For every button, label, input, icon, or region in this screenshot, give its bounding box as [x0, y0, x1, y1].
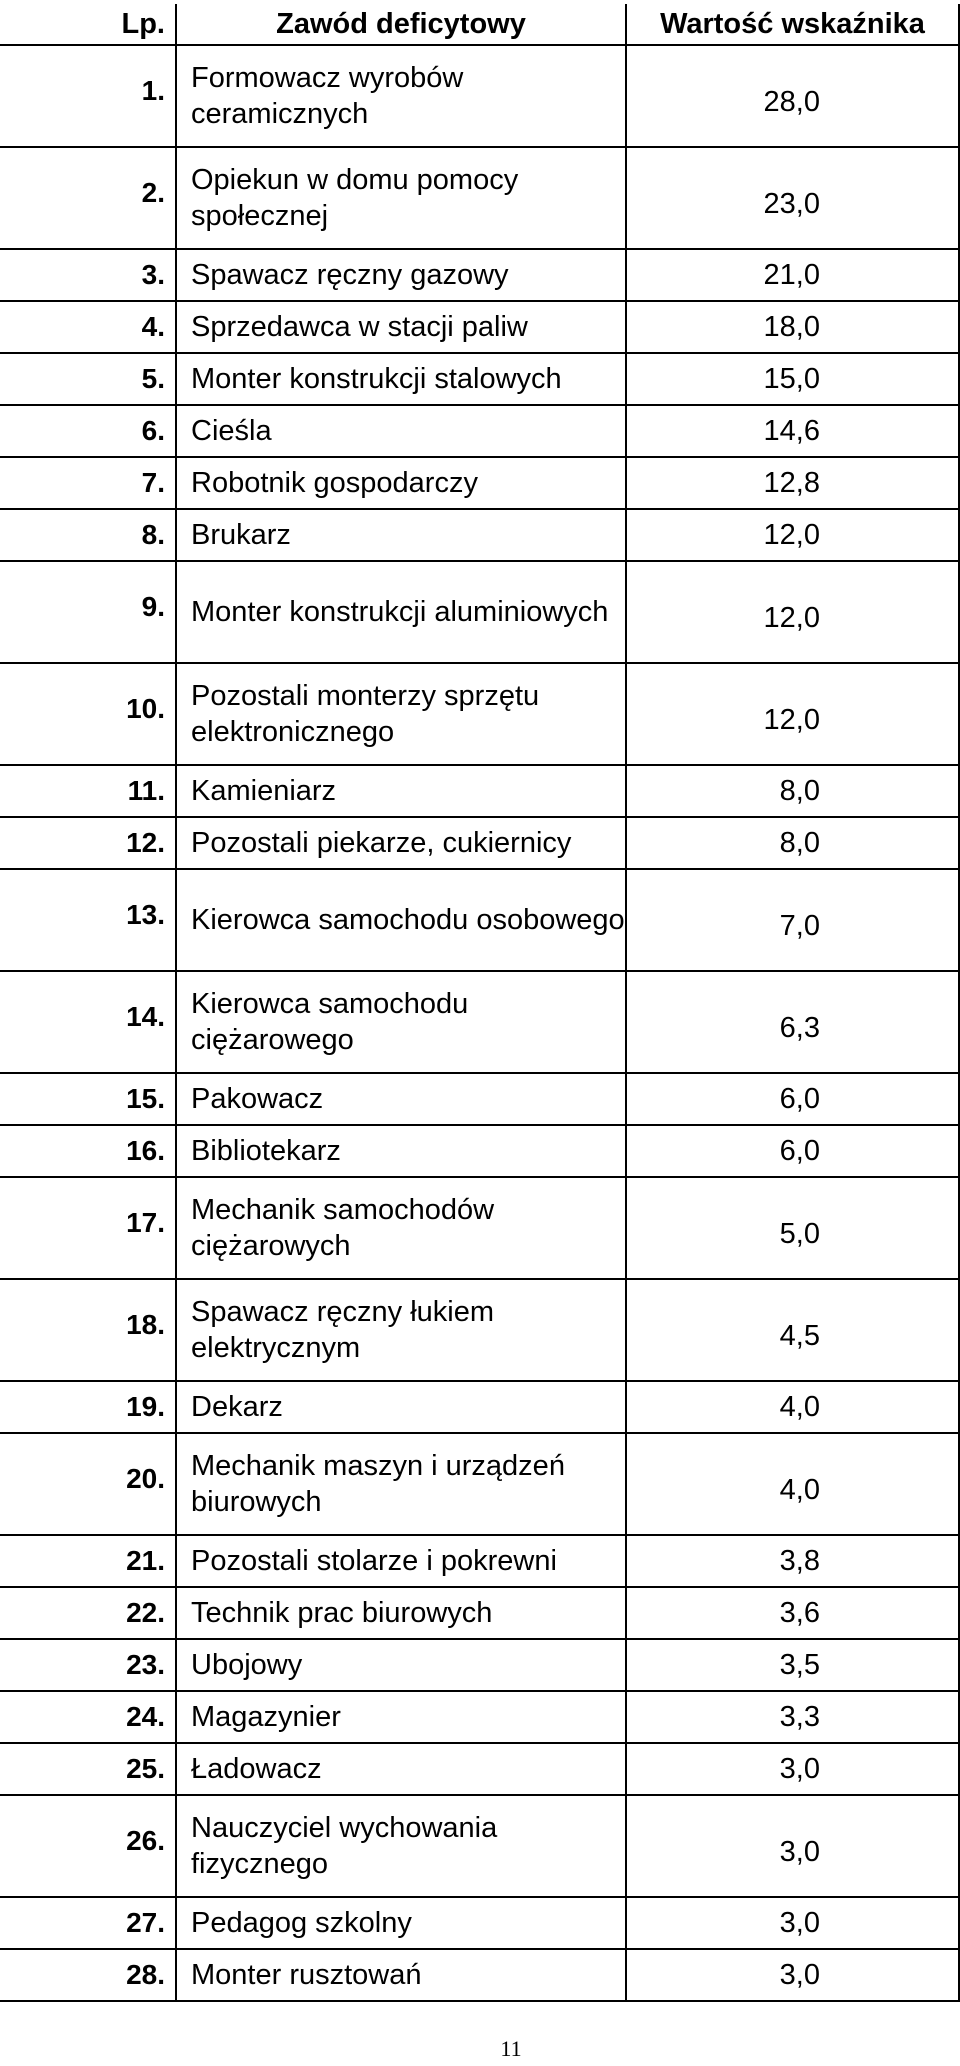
table-row [0, 509, 959, 561]
row-job: Bibliotekarz [176, 1125, 626, 1177]
row-value: 18,0 [626, 301, 959, 353]
row-job: Magazynier [176, 1691, 626, 1743]
row-lp: 22. [0, 1587, 176, 1639]
row-value: 23,0 [626, 147, 959, 249]
row-value: 5,0 [626, 1177, 959, 1279]
row-value: 6,3 [626, 971, 959, 1073]
table-row [0, 457, 959, 509]
deficit-jobs-table [0, 4, 960, 2002]
row-value: 3,0 [626, 1949, 959, 2001]
row-job: Kamieniarz [176, 765, 626, 817]
row-lp: 24. [0, 1691, 176, 1743]
row-lp: 6. [0, 405, 176, 457]
row-value: 21,0 [626, 249, 959, 301]
row-job: Opiekun w domu pomocy społecznej [176, 147, 626, 249]
table-row [0, 1795, 959, 1897]
row-job: Monter konstrukcji stalowych [176, 353, 626, 405]
table-row [0, 765, 959, 817]
row-job: Brukarz [176, 509, 626, 561]
table-row [0, 1897, 959, 1949]
row-value: 3,3 [626, 1691, 959, 1743]
row-job: Mechanik maszyn i urządzeń biurowych [176, 1433, 626, 1535]
header-job: Zawód deficytowy [176, 4, 626, 45]
row-lp: 4. [0, 301, 176, 353]
row-value: 12,0 [626, 561, 959, 663]
table-row [0, 1691, 959, 1743]
row-lp: 9. [0, 561, 176, 663]
row-lp: 25. [0, 1743, 176, 1795]
row-job: Nauczyciel wychowania fizycznego [176, 1795, 626, 1897]
row-lp: 26. [0, 1795, 176, 1897]
row-job: Pozostali monterzy sprzętu elektronicznego [176, 663, 626, 765]
row-lp: 10. [0, 663, 176, 765]
row-lp: 12. [0, 817, 176, 869]
row-value: 6,0 [626, 1073, 959, 1125]
row-value: 12,0 [626, 663, 959, 765]
row-job: Spawacz ręczny łukiem elektrycznym [176, 1279, 626, 1381]
row-job: Robotnik gospodarczy [176, 457, 626, 509]
row-lp: 7. [0, 457, 176, 509]
header-lp: Lp. [0, 4, 176, 45]
row-job: Monter rusztowań [176, 1949, 626, 2001]
row-lp: 16. [0, 1125, 176, 1177]
row-value: 8,0 [626, 817, 959, 869]
row-lp: 5. [0, 353, 176, 405]
row-value: 3,0 [626, 1897, 959, 1949]
table-row [0, 45, 959, 147]
row-lp: 21. [0, 1535, 176, 1587]
row-lp: 15. [0, 1073, 176, 1125]
row-value: 3,5 [626, 1639, 959, 1691]
row-job: Pakowacz [176, 1073, 626, 1125]
row-lp: 19. [0, 1381, 176, 1433]
row-lp: 23. [0, 1639, 176, 1691]
row-lp: 27. [0, 1897, 176, 1949]
row-job: Monter konstrukcji aluminiowych [176, 561, 626, 663]
row-job: Technik prac biurowych [176, 1587, 626, 1639]
row-job: Kierowca samochodu ciężarowego [176, 971, 626, 1073]
row-job: Mechanik samochodów ciężarowych [176, 1177, 626, 1279]
row-job: Formowacz wyrobów ceramicznych [176, 45, 626, 147]
page-number: 11 [500, 2036, 522, 2061]
row-value: 12,8 [626, 457, 959, 509]
table-row [0, 971, 959, 1073]
row-value: 3,8 [626, 1535, 959, 1587]
row-job: Spawacz ręczny gazowy [176, 249, 626, 301]
row-value: 4,0 [626, 1381, 959, 1433]
table-row [0, 353, 959, 405]
row-lp: 3. [0, 249, 176, 301]
row-lp: 11. [0, 765, 176, 817]
row-lp: 18. [0, 1279, 176, 1381]
row-job: Ładowacz [176, 1743, 626, 1795]
table-row [0, 1177, 959, 1279]
row-value: 28,0 [626, 45, 959, 147]
table-row [0, 561, 959, 663]
table-header-row [0, 4, 959, 45]
row-lp: 1. [0, 45, 176, 147]
table-row [0, 1587, 959, 1639]
table-row [0, 663, 959, 765]
row-job: Pozostali piekarze, cukiernicy [176, 817, 626, 869]
row-job: Pozostali stolarze i pokrewni [176, 1535, 626, 1587]
row-value: 12,0 [626, 509, 959, 561]
row-value: 4,5 [626, 1279, 959, 1381]
row-value: 4,0 [626, 1433, 959, 1535]
table-row [0, 1279, 959, 1381]
table-row [0, 1639, 959, 1691]
row-value: 7,0 [626, 869, 959, 971]
table-row [0, 1535, 959, 1587]
row-lp: 14. [0, 971, 176, 1073]
row-value: 3,6 [626, 1587, 959, 1639]
row-lp: 17. [0, 1177, 176, 1279]
row-job: Pedagog szkolny [176, 1897, 626, 1949]
row-value: 15,0 [626, 353, 959, 405]
row-job: Kierowca samochodu osobowego [176, 869, 626, 971]
table-row [0, 301, 959, 353]
table-row [0, 817, 959, 869]
table-row [0, 1743, 959, 1795]
table-row [0, 1381, 959, 1433]
row-lp: 20. [0, 1433, 176, 1535]
table-row [0, 405, 959, 457]
table-row [0, 1949, 959, 2001]
row-value: 3,0 [626, 1795, 959, 1897]
header-value: Wartość wskaźnika [626, 4, 959, 45]
row-value: 8,0 [626, 765, 959, 817]
row-value: 14,6 [626, 405, 959, 457]
row-job: Dekarz [176, 1381, 626, 1433]
row-job: Ubojowy [176, 1639, 626, 1691]
table-row [0, 1073, 959, 1125]
row-lp: 13. [0, 869, 176, 971]
row-lp: 28. [0, 1949, 176, 2001]
table-row [0, 869, 959, 971]
table-row [0, 1433, 959, 1535]
row-value: 3,0 [626, 1743, 959, 1795]
row-job: Cieśla [176, 405, 626, 457]
row-lp: 8. [0, 509, 176, 561]
row-lp: 2. [0, 147, 176, 249]
table-row [0, 249, 959, 301]
row-job: Sprzedawca w stacji paliw [176, 301, 626, 353]
table-row [0, 147, 959, 249]
table-row [0, 1125, 959, 1177]
row-value: 6,0 [626, 1125, 959, 1177]
